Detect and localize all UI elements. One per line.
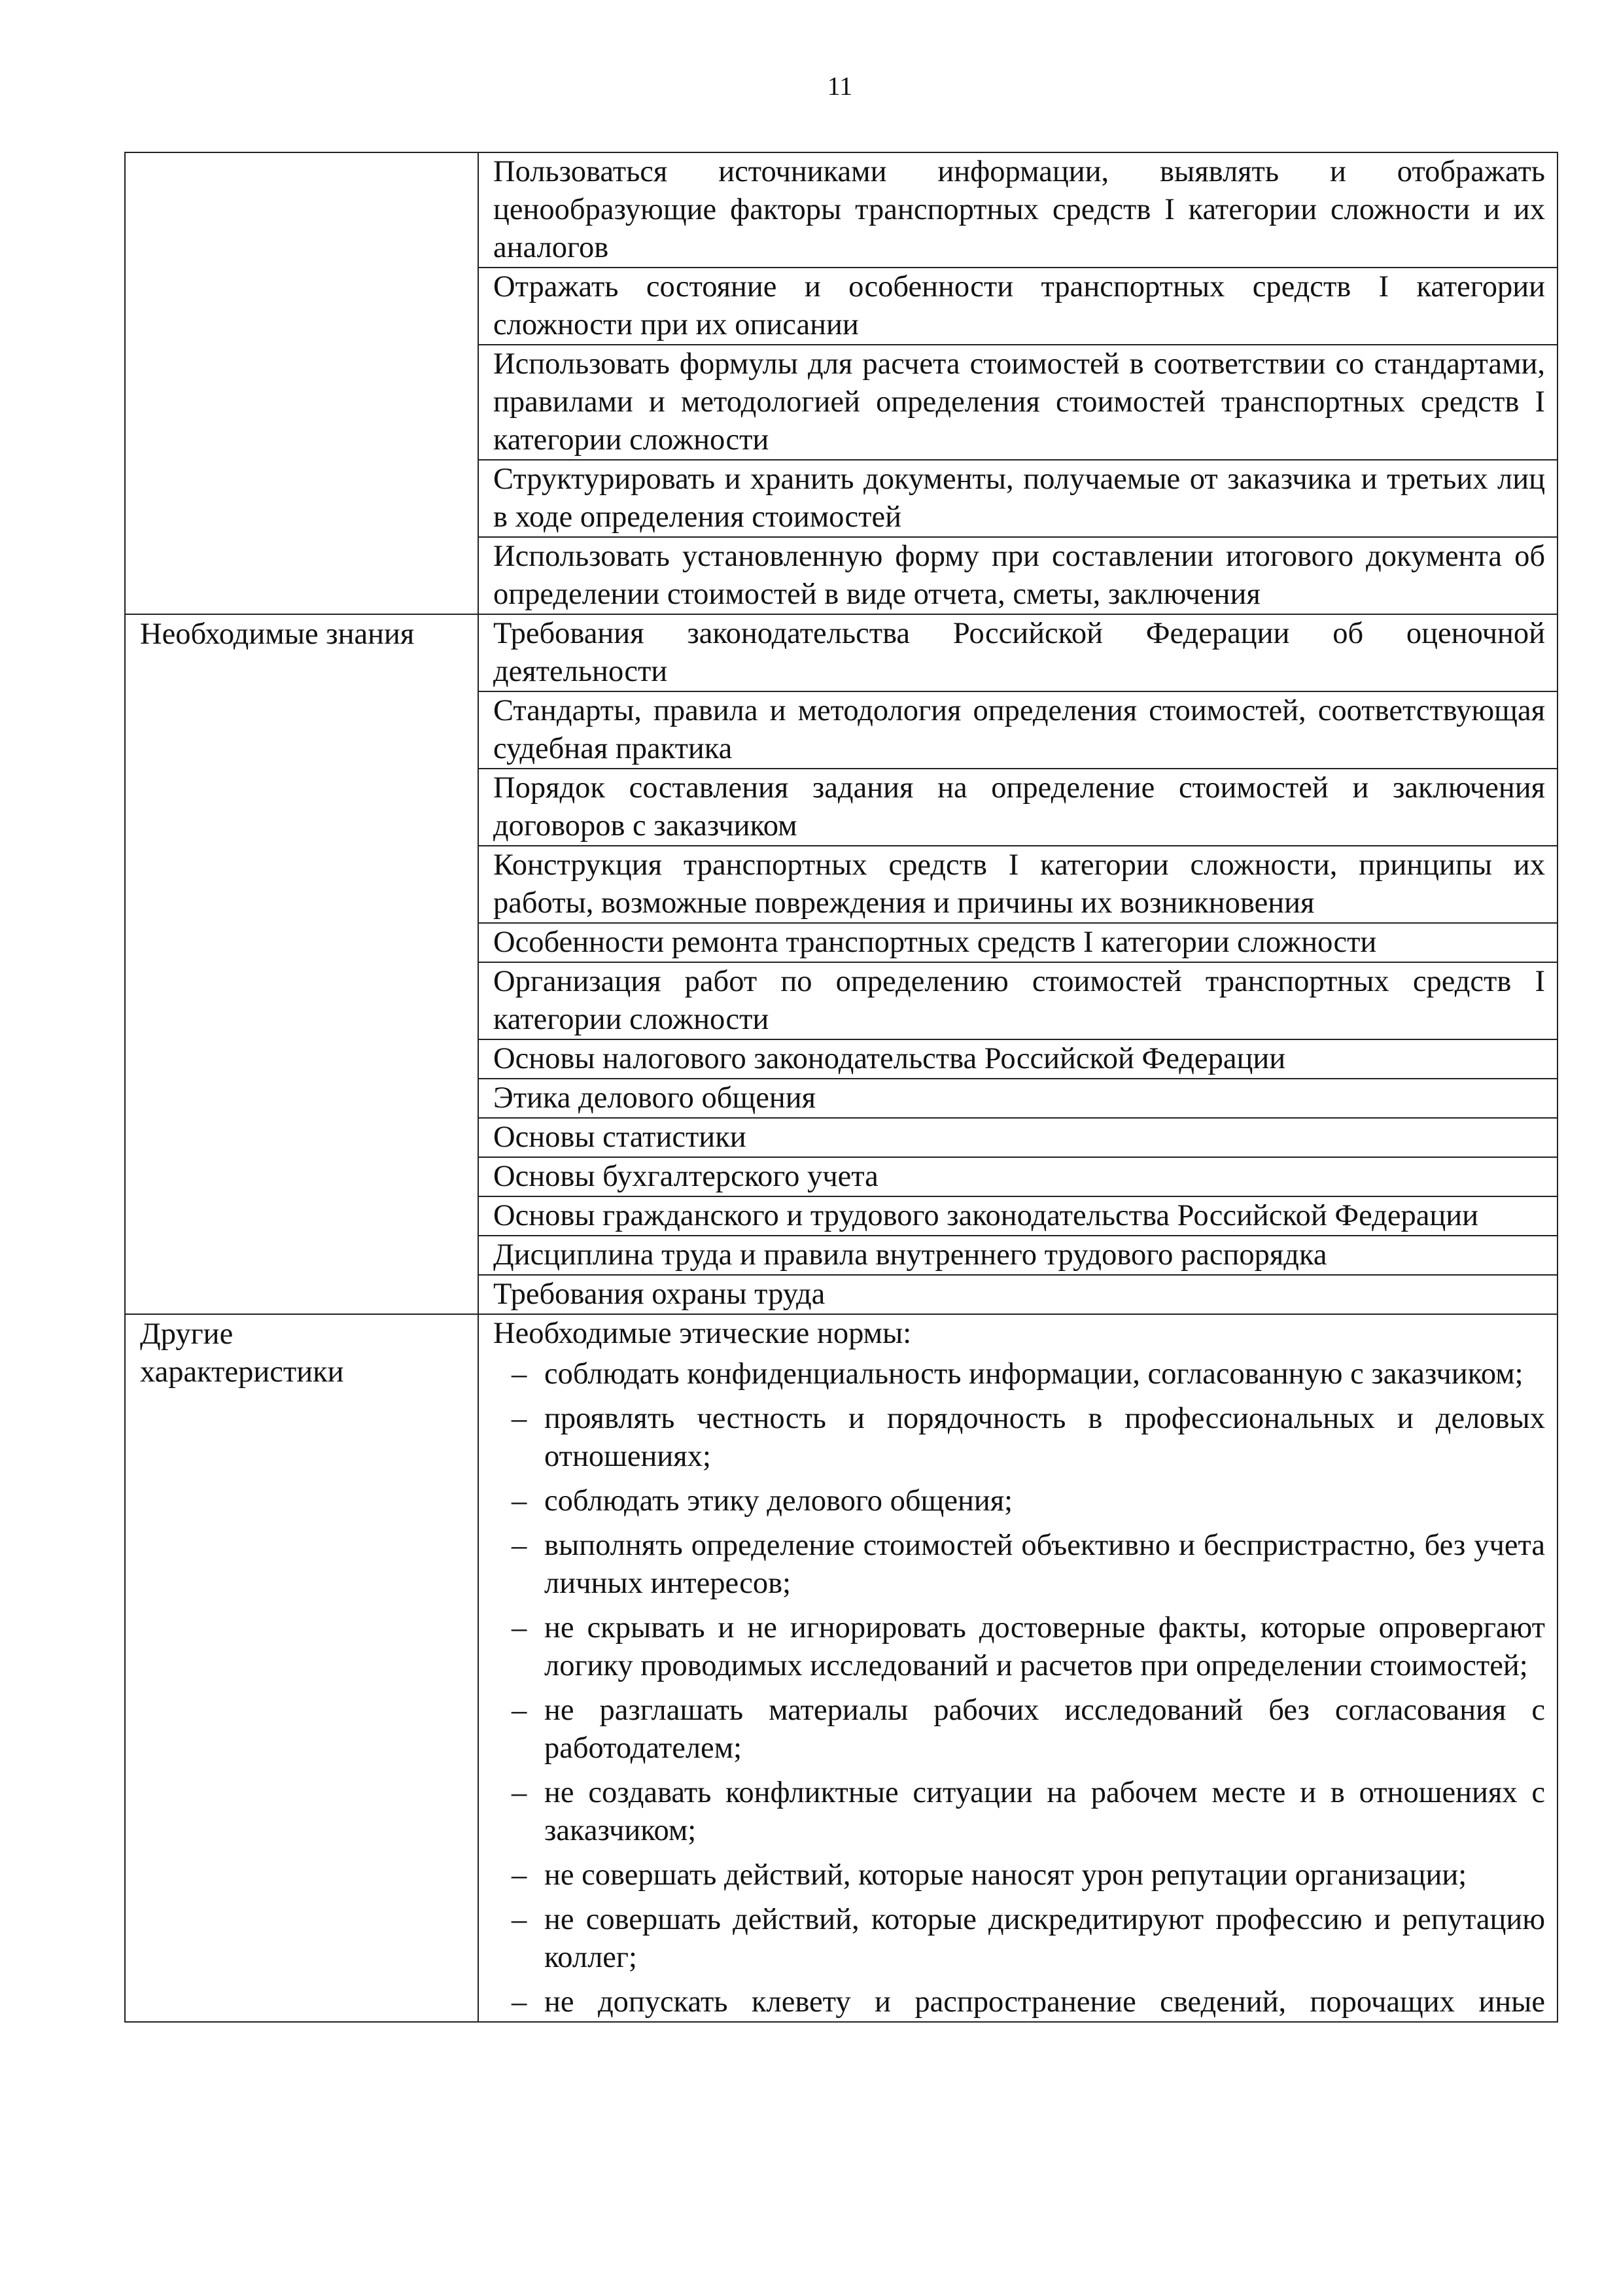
knowledge-row: Конструкция транспортных средств I категории сложности, принципы их работы, возможные повреждения и причины их возникновения <box>478 846 1558 923</box>
table-row <box>125 152 1558 268</box>
list-item: – соблюдать конфиденциальность информации, согласованную с заказчиком; <box>493 1355 1545 1393</box>
list-item: – выполнять определение стоимостей объективно и беспристрастно, без учета личных интересов; <box>493 1527 1545 1603</box>
skills-row: Структурировать и хранить документы, получаемые от заказчика и третьих лиц в ходе определения стоимостей <box>478 460 1558 537</box>
knowledge-label: Необходимые знания <box>140 617 415 651</box>
skills-row: Использовать установленную форму при составлении итогового документа об определении стоимостей в виде отчета, сметы, заключения <box>478 537 1558 614</box>
knowledge-row: Требования охраны труда <box>478 1275 1558 1314</box>
knowledge-row: Особенности ремонта транспортных средств I категории сложности <box>478 923 1558 962</box>
list-item: – не разглашать материалы рабочих исследований без согласования с работодателем; <box>493 1692 1545 1767</box>
list-item: – не создавать конфликтные ситуации на рабочем месте и в отношениях с заказчиком; <box>493 1774 1545 1850</box>
list-item: – не совершать действий, которые дискредитируют профессию и репутацию коллег; <box>493 1901 1545 1977</box>
skills-row: Использовать формулы для расчета стоимостей в соответствии со стандартами, правилами и методологией определения стоимостей транспортных средств I категории сложности <box>478 345 1558 460</box>
skills-label-cell <box>125 152 478 614</box>
knowledge-row: Основы статистики <box>478 1118 1558 1157</box>
other-content-cell <box>478 1314 1558 2022</box>
knowledge-row: Организация работ по определению стоимостей транспортных средств I категории сложности <box>478 962 1558 1039</box>
table-row <box>125 614 1558 691</box>
knowledge-row: Основы налогового законодательства Российской Федерации <box>478 1039 1558 1079</box>
list-item: – не допускать клевету и распространение сведений, порочащих иные <box>493 1983 1545 2021</box>
knowledge-row: Этика делового общения <box>478 1079 1558 1118</box>
knowledge-label-cell <box>125 614 478 1314</box>
ethics-intro: Необходимые этические нормы: <box>493 1317 912 1350</box>
other-label: Другие характеристики <box>140 1317 344 1389</box>
knowledge-row: Основы бухгалтерского учета <box>478 1157 1558 1196</box>
knowledge-row: Требования законодательства Российской Федерации об оценочной деятельности <box>478 614 1558 691</box>
knowledge-row: Стандарты, правила и методология определения стоимостей, соответствующая судебная практика <box>478 691 1558 769</box>
table-row <box>125 1314 1558 2022</box>
ethics-list <box>493 1355 1545 2021</box>
list-item: – проявлять честность и порядочность в профессиональных и деловых отношениях; <box>493 1400 1545 1476</box>
qualification-table <box>124 152 1558 2023</box>
other-label-cell <box>125 1314 478 2022</box>
list-item: – не скрывать и не игнорировать достоверные факты, которые опровергают логику проводимых исследований и расчетов при определении стоимостей; <box>493 1609 1545 1685</box>
page-number: 11 <box>827 71 853 101</box>
skills-row: Отражать состояние и особенности транспортных средств I категории сложности при их описании <box>478 268 1558 345</box>
knowledge-row: Порядок составления задания на определение стоимостей и заключения договоров с заказчиком <box>478 769 1558 846</box>
knowledge-row: Дисциплина труда и правила внутреннего трудового распорядка <box>478 1236 1558 1275</box>
skills-row: Пользоваться источниками информации, выявлять и отображать ценообразующие факторы транспортных средств I категории сложности и их аналогов <box>478 152 1558 268</box>
list-item: – не совершать действий, которые наносят урон репутации организации; <box>493 1856 1545 1894</box>
knowledge-row: Основы гражданского и трудового законодательства Российской Федерации <box>478 1196 1558 1236</box>
list-item: – соблюдать этику делового общения; <box>493 1482 1545 1520</box>
